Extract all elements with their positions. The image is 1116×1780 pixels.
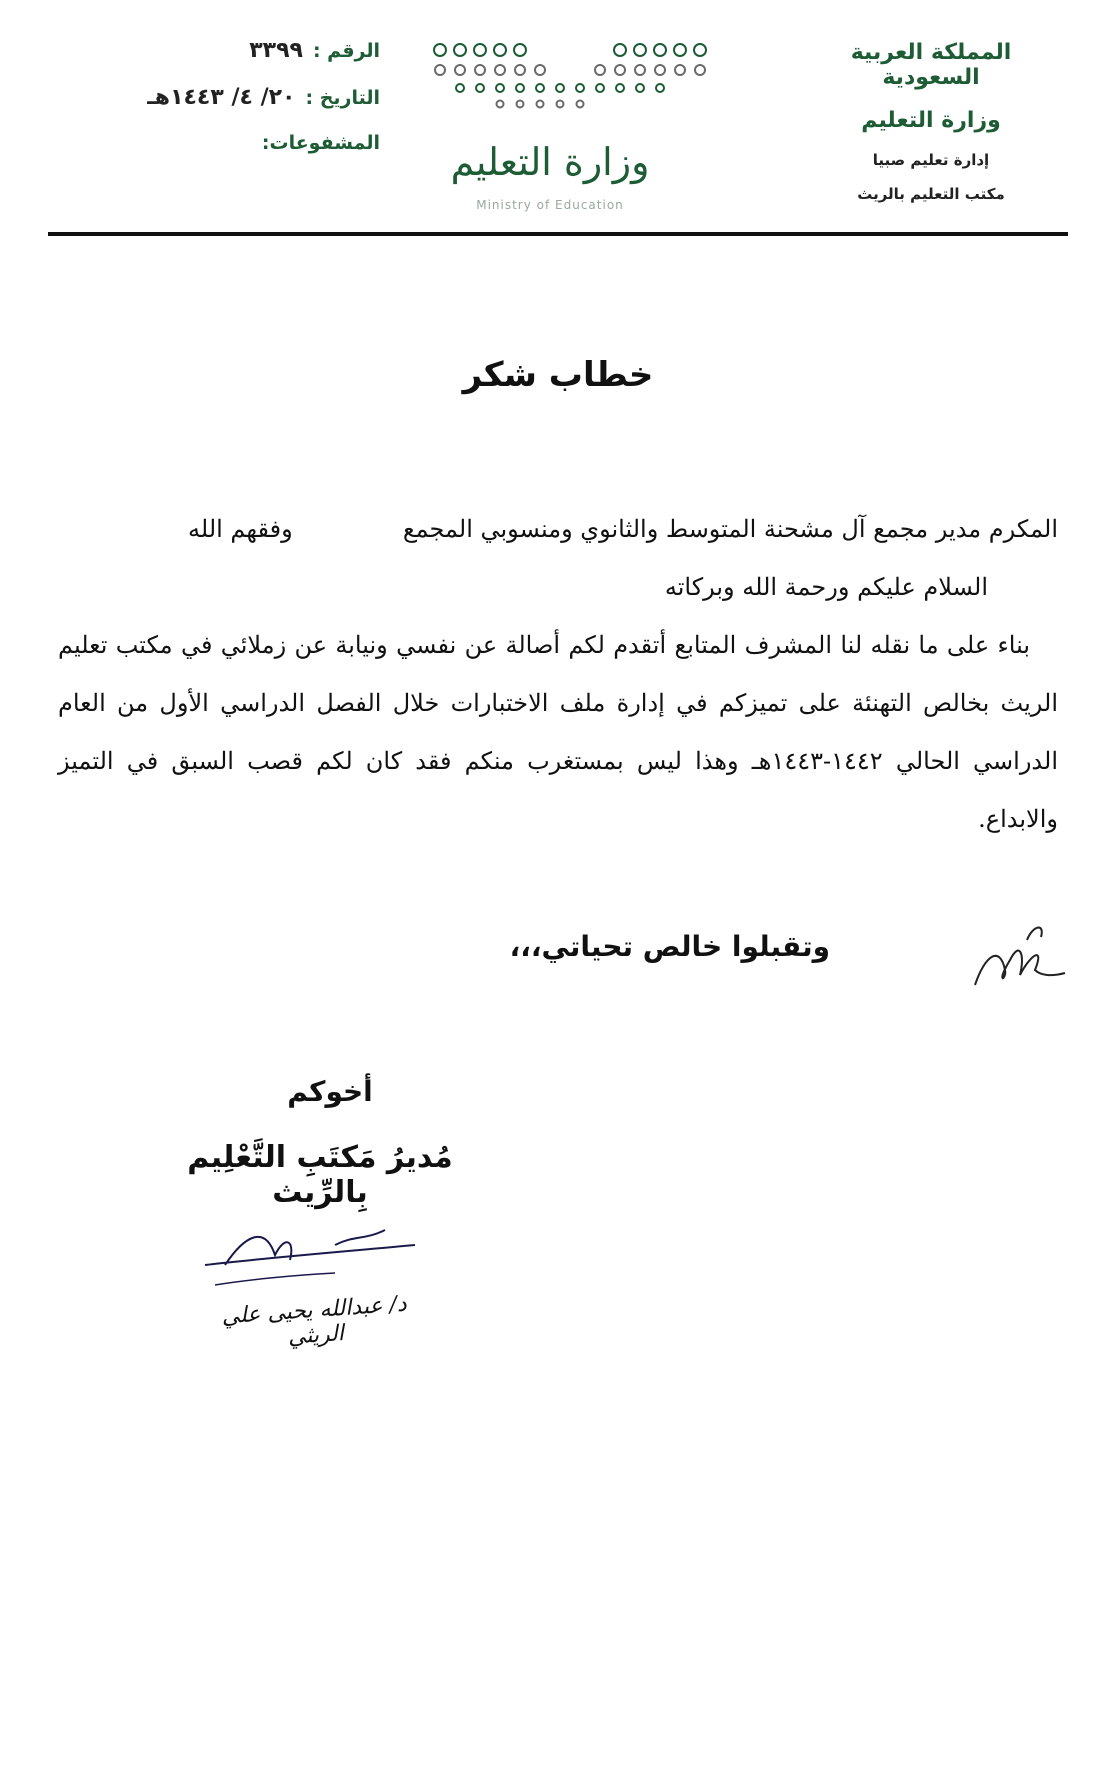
logo-dot [434,44,446,56]
letter-date [140,85,380,110]
ministry-name: وزارة التعليم [861,108,1001,133]
logo-dot [514,44,526,56]
logo-dot [556,84,564,92]
logo-dot [495,65,505,75]
letter-title: خطاب شكر [462,355,654,395]
ministry-logo-icon [420,40,770,220]
logo-dot [577,101,584,108]
logo-subtext: Ministry of Education [476,198,624,212]
logo-dot [536,84,544,92]
logo-dot [655,65,665,75]
logo-dot [474,44,486,56]
closing-line: وتقبلوا خالص تحياتي،،، [509,930,830,963]
reference-number [140,38,380,63]
logo-dot [636,84,644,92]
logo-dot [516,84,524,92]
logo-dot [615,65,625,75]
date-value: ٢٠/ ٤/ ١٤٤٣هـ [147,85,296,110]
attachments-label: المشفوعات: [261,132,380,154]
logo-dot [635,65,645,75]
logo-dot [616,84,624,92]
logo-dot [537,101,544,108]
letterhead-right [801,40,1061,203]
logo-text: وزارة التعليم [450,140,650,184]
logo-dot [656,84,664,92]
logo-dot [674,44,686,56]
logo-dot [675,65,685,75]
logo-dot [654,44,666,56]
addressee-blessing: وفقهم الله [188,515,293,543]
logo-dot [694,44,706,56]
country-name: المملكة العربية السعودية [850,40,1012,90]
addressee: المكرم مدير مجمع آل مشحنة المتوسط والثانوي ومنسوبي المجمع [402,515,1058,543]
logo-dot [634,44,646,56]
greeting: السلام عليكم ورحمة الله وبركاته [664,573,988,601]
logo-dot [535,65,545,75]
office-name: مكتب التعليم بالريث [857,185,1005,203]
addressee-row [58,500,1058,558]
logo-dot [454,44,466,56]
logo-dot [557,101,564,108]
logo-dot [595,65,605,75]
number-value: ٣٣٩٩ [249,38,303,63]
logo-dot [695,65,705,75]
logo-dot [517,101,524,108]
number-label: الرقم : [312,39,380,62]
logo-dot [476,84,484,92]
body-paragraph: بناء على ما نقله لنا المشرف المتابع أتقدم لكم أصالة عن نفسي ونيابة عن زملائي في مكتب تعليم الريث بخالص التهنئة على تميزكم في إدارة ملف الاختبارات خلال الفصل الدراسي الأول من العام الدراسي الحالي ١٤٤٢-١٤٤٣هـ وهذا ليس بمستغرب منكم فقد كان لكم قصب السبق في التميز والابداع. [58,631,1059,833]
header-divider [48,232,1068,236]
brothers-label: أخوكم [287,1075,373,1108]
logo-dot [494,44,506,56]
logo-dot [596,84,604,92]
attachments [140,132,380,154]
logo-dot [456,84,464,92]
manager-title: مُديرُ مَكتَبِ التَّعْلِيم بِالرِّيث [187,1140,453,1210]
logo-dot [475,65,485,75]
date-label: التاريخ : [305,86,380,109]
logo-dot [614,44,626,56]
logo-dot [455,65,465,75]
letter-body [58,500,1058,848]
department-name: إدارة تعليم صبيا [872,151,990,169]
logo-dot [435,65,445,75]
logo-dot [497,101,504,108]
signature-icon [185,1195,425,1305]
logo-dots-icon [420,40,770,140]
logo-dot [496,84,504,92]
signature-icon [965,915,1075,1000]
logo-dot [515,65,525,75]
signer-name: د/ عبدالله يحيى علي الريثي [220,1291,408,1350]
logo-dot [576,84,584,92]
letterhead-left [140,38,380,176]
